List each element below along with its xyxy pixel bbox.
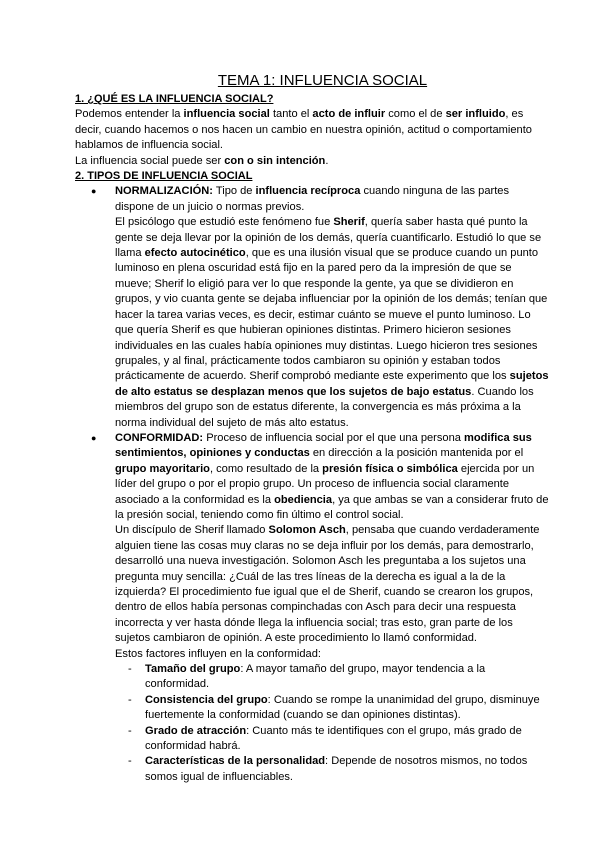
normalizacion-definition: ● NORMALIZACIÓN: Tipo de influencia recíproca cuando ninguna de las partes dispone de un juicio o normas previos. bbox=[115, 185, 510, 213]
bullet-conformidad bbox=[89, 431, 550, 662]
factor-item: - Tamaño del grupo: A mayor tamaño del grupo, mayor tendencia a la conformidad. bbox=[75, 662, 550, 693]
section-1-paragraph-1: Podemos entender la influencia social tanto el acto de influir como el de ser influido, es decir, cuando hacemos o nos hacen un cambio en nuestra opinión, actitud o comportamiento hablamos de influencia social. bbox=[75, 108, 532, 152]
document-title: TEMA 1: INFLUENCIA SOCIAL bbox=[217, 72, 428, 89]
section-1-heading: 1. ¿QUÉ ES LA INFLUENCIA SOCIAL? bbox=[75, 93, 274, 105]
bullet-normalizacion bbox=[89, 184, 550, 431]
factor-item: - Características de la personalidad: Depende de nosotros mismos, no todos somos igual de influenciables. bbox=[75, 754, 550, 785]
section-1-paragraph-2: La influencia social puede ser con o sin intención. bbox=[75, 154, 329, 167]
factor-item: - Grado de atracción: Cuanto más te identifiques con el grupo, más grado de conformidad habrá. bbox=[75, 724, 550, 755]
section-2-heading: 2. TIPOS DE INFLUENCIA SOCIAL bbox=[75, 170, 253, 183]
normalizacion-sherif-paragraph: El psicólogo que estudió este fenómeno fue Sherif, quería saber hasta qué punto la gente se deja llevar por la opinión de los demás, quería cuantificarlo. Estudió lo que se llama efecto autocinético, que es una ilusión visual que se produce cuando un punto luminoso en plena oscuridad está fijo en la pared pero da la impresión de que se mueve; Sherif lo eligió para ver lo que responde la gente, ya que se dividieron en grupos, y vio cuanta gente se dejaba influenciar por la opinión de los demás; tenían que hacer la tarea varias veces, es decir, estimar cuánto se mueve el punto luminoso. Lo que quería Sherif es que hubieran opiniones distintas. Primero hicieron sesiones individuales en las cuales había opiniones muy distintas. Luego hicieron tres sesiones grupales, y al final, prácticamente todos cambiaron su opinión y estaban todos prácticamente de acuerdo. Sherif comprobó mediante este experimento que los sujetos de alto estatus se desplazan menos que los sujetos de bajo estatus. Cuando los miembros del grupo son de estatus diferente, la convergencia es más próxima a la norma individual del sujeto de más alto estatus. bbox=[115, 216, 549, 429]
conformidad-asch-paragraph: Un discípulo de Sherif llamado Solomon Asch, pensaba que cuando verdaderamente alguien tiene las cosas muy claras no se deja influir por los demás, para demostrarlo, desarrolló una nueva investigación. Solomon Asch les preguntaba a los sujetos una pregunta muy sencilla: ¿Cuál de las tres líneas de la derecha es igual a la de la izquierda? El procedimiento fue igual que el de Sherif, cuando se crearon los grupos, dentro de ellos había personas compinchadas con Asch para decir una respuesta incorrecta y ver hasta dónde llega la influencia social; tras esto, gran parte de los sujetos cambiaron de opinión. A este procedimiento lo llamó conformidad. bbox=[115, 524, 540, 645]
factor-item: - Consistencia del grupo: Cuando se rompe la unanimidad del grupo, disminuye fuertemente la conformidad (cuando se dan opiniones distintas). bbox=[75, 693, 550, 724]
conformidad-factors-intro: Estos factores influyen en la conformidad: bbox=[115, 647, 321, 660]
conformidad-definition: ● CONFORMIDAD: Proceso de influencia social por el que una persona modifica sus sentimientos, opiniones y conductas en dirección a la posición mantenida por el grupo mayoritario, como resultado de la presión física o simbólica ejercida por un líder del grupo o por el propio grupo. Un proceso de influencia social claramente asociado a la conformidad es la obediencia, ya que ambas se van a considerar fruto de la presión social, teniendo como fin último el control social. bbox=[115, 431, 549, 521]
